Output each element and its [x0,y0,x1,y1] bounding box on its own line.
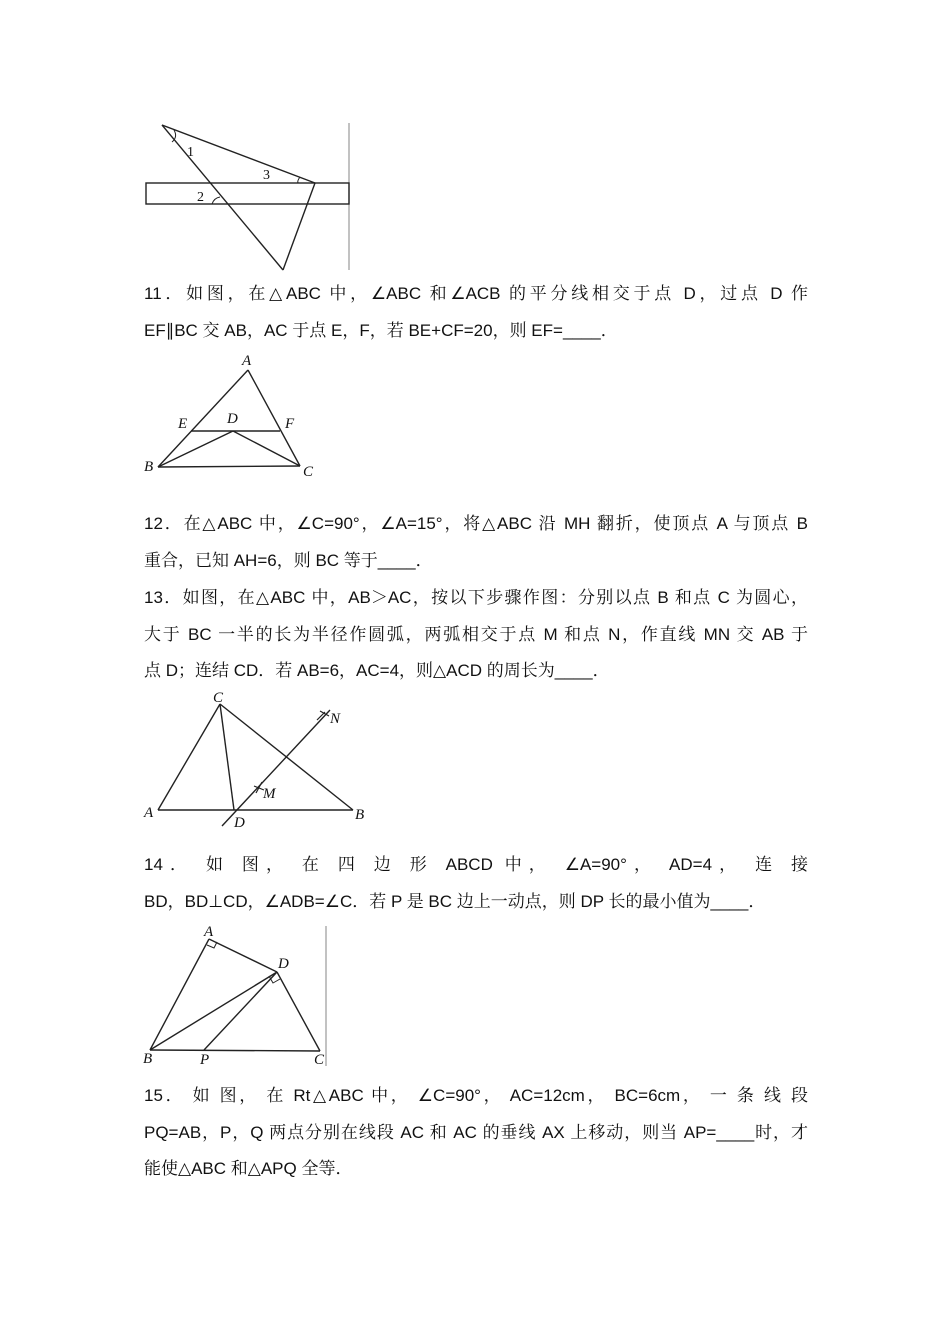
point-label-n: N [330,711,341,727]
question-14-line-1: 14． 如 图， 在 四 边 形 ABCD 中， ∠A=90°， AD=4， 连 接 [144,855,808,874]
question-11-line-2: EF∥BC 交 AB，AC 于点 E，F，若 BE+CF=20，则 EF=____． [144,320,618,340]
right-angle-mark-d [269,976,280,983]
triangle-side-left [162,125,283,270]
question-11 [144,276,808,349]
question-13-line-1: 13．如图，在△ABC 中，AB＞AC，按以下步骤作图：分别以点 B 和点 C 为圆心， [144,588,808,607]
point-label-d: D [234,815,245,830]
point-label-a: A [144,805,154,821]
side-ac [158,704,220,810]
triangle-side-top [162,125,315,183]
question-12-line-2: 重合，已知 AH=6，则 BC 等于____． [144,550,433,570]
point-label-f: F [285,416,295,432]
segment-cd [220,704,234,810]
point-label-a: A [204,924,214,940]
question-15-line-1: 15． 如 图， 在 Rt△ABC 中， ∠C=90°， AC=12cm， BC=6cm， 一 条 线 段 [144,1086,808,1105]
segment-dp [204,972,277,1050]
question-13 [144,580,808,690]
point-label-b: B [355,807,365,823]
point-label-p: P [200,1052,210,1068]
figure-q11 [140,350,320,478]
question-15 [144,1078,808,1188]
point-label-c: C [314,1052,325,1068]
angle-2-arc [212,197,220,204]
question-12 [144,506,808,579]
figure-q10 [140,118,355,276]
point-label-m: M [263,786,276,802]
triangle-side-right [283,183,315,270]
side-bc [158,466,300,467]
angle-label-2: 2 [197,190,204,205]
ruler-strip [146,183,349,204]
diagonal-bd [150,972,277,1050]
side-ab [150,939,209,1050]
angle-3-arc [298,177,300,183]
figure-q13 [140,690,370,830]
point-label-b: B [143,1051,153,1067]
bisector-bd [158,431,233,467]
angle-label-3: 3 [263,168,270,183]
side-bc [150,1050,320,1051]
point-label-e: E [178,416,188,432]
side-dc [277,972,320,1051]
question-13-line-2: 大于 BC 一半的长为半径作圆弧，两弧相交于点 M 和点 N，作直线 MN 交 AB 于 [144,624,808,644]
question-12-line-1: 12．在△ABC 中，∠C=90°，∠A=15°，将△ABC 沿 MH 翻折，使顶点 A 与顶点 B [144,514,808,533]
question-13-line-3: 点 D；连结 CD．若 AB=6，AC=4，则△ACD 的周长为____． [144,661,610,680]
question-14-line-2: BD，BD⊥CD，∠ADB=∠C．若 P 是 BC 边上一动点，则 DP 长的最小值为____． [144,891,766,911]
side-ad [209,939,277,972]
point-label-a: A [242,353,252,369]
angle-label-1: 1 [187,145,194,160]
point-label-c: C [213,690,224,706]
point-label-d: D [278,956,289,972]
point-label-c: C [303,464,314,478]
question-15-line-2: PQ=AB，P，Q 两点分别在线段 AC 和 AC 的垂线 AX 上移动，则当 AP=____时，才 [144,1122,808,1142]
point-label-d: D [227,411,238,427]
question-11-line-1: 11．如图，在△ABC 中，∠ABC 和∠ACB 的平分线相交于点 D，过点 D 作 [144,284,808,303]
question-15-line-3: 能使△ABC 和△APQ 全等． [144,1159,353,1178]
point-label-b: B [144,459,154,475]
figure-q14 [140,922,330,1070]
line-mn [222,710,330,826]
question-14 [144,847,808,920]
